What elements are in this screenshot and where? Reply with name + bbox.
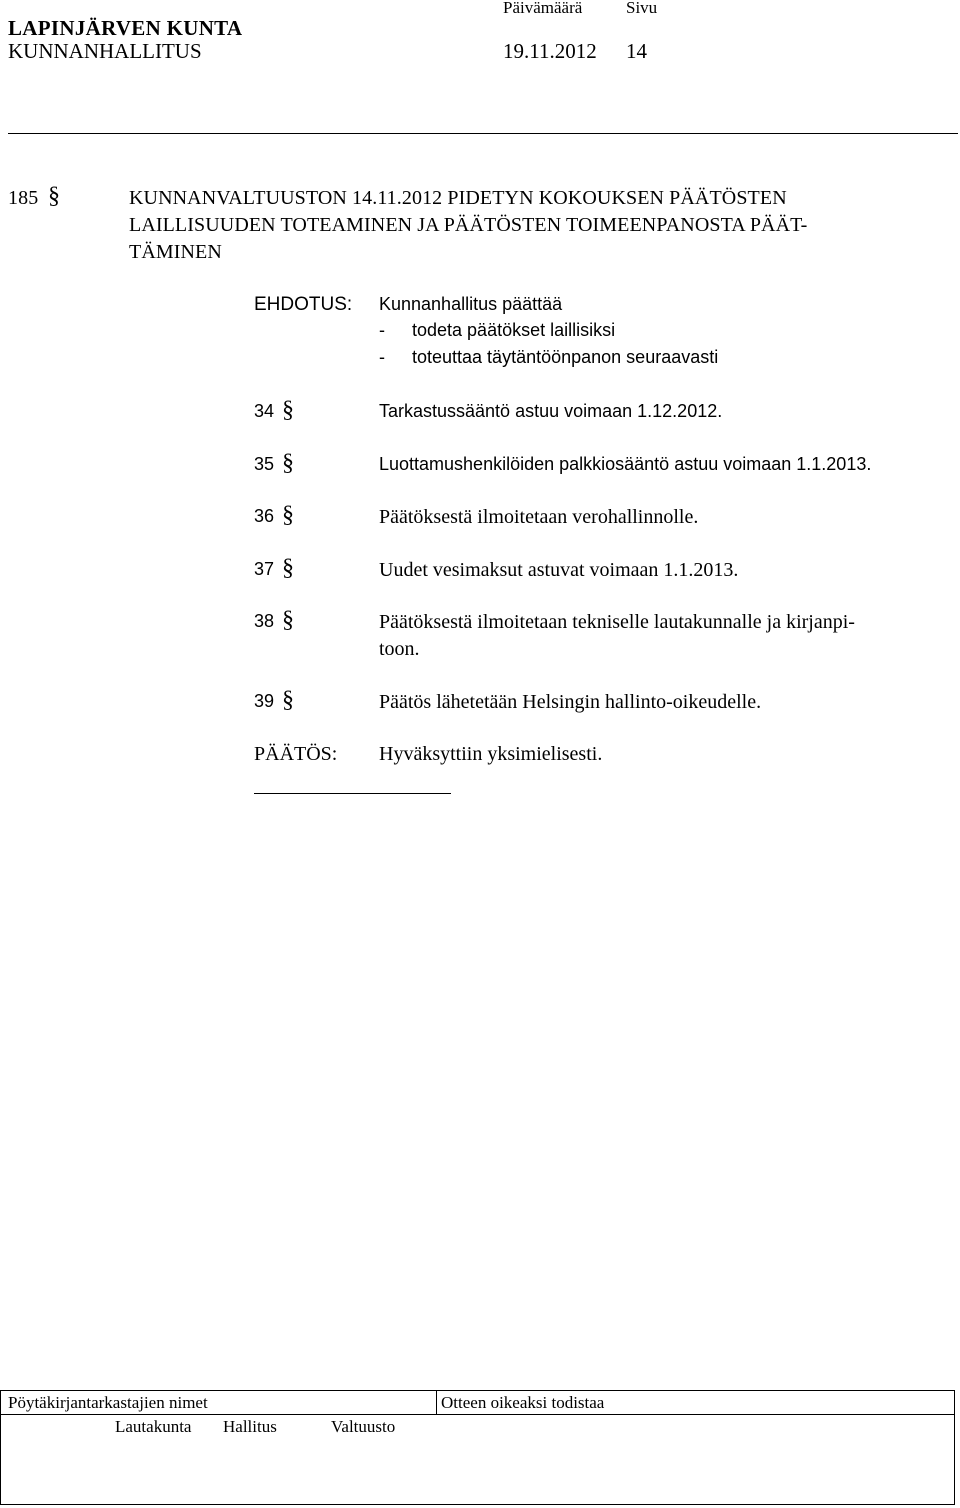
item-symbol: § [282,555,294,581]
section-title-line-1: KUNNANVALTUUSTON 14.11.2012 PIDETYN KOKOUKSEN PÄÄTÖSTEN [129,187,787,209]
footer-divider [0,1414,955,1415]
item-symbol: § [282,687,294,713]
item-number: 34 [254,401,275,421]
section-title-line-2: LAILLISUUDEN TOTEAMINEN JA PÄÄTÖSTEN TOIMEENPANOSTA PÄÄT- [129,214,808,236]
item-number: 35 [254,454,275,474]
proposal-bullet-text: todeta päätökset laillisiksi [412,320,616,340]
footer-column-valtuusto: Valtuusto [331,1417,396,1436]
item-number: 37 [254,559,275,579]
footer-divider [436,1390,437,1414]
section-symbol: § [48,183,60,209]
organization-name: LAPINJÄRVEN KUNTA [8,16,243,40]
item-symbol: § [282,502,294,528]
item-text: Päätöksestä ilmoitetaan tekniselle lautakunnalle ja kirjanpi- [379,611,855,633]
item-text: Uudet vesimaksut astuvat voimaan 1.1.2013. [379,559,739,581]
proposal-text: Kunnanhallitus päättää [379,294,563,314]
section-number: 185 [8,187,39,209]
item-symbol: § [282,397,294,423]
footer-column-lautakunta: Lautakunta [115,1417,192,1436]
page-label: Sivu [626,0,658,17]
signature-line [254,793,451,794]
item-text: Tarkastussääntö astuu voimaan 1.12.2012. [379,401,723,421]
proposal-bullet-text: toteuttaa täytäntöönpanon seuraavasti [412,347,719,367]
proposal-bullet-dash: - [379,320,385,340]
section-title-line-3: TÄMINEN [129,241,222,263]
document-date: 19.11.2012 [503,39,597,63]
item-text: Päätös lähetetään Helsingin hallinto-oikeudelle. [379,691,762,713]
item-number: 39 [254,691,275,711]
item-text: Päätöksestä ilmoitetaan verohallinnolle. [379,506,699,528]
item-symbol: § [282,607,294,633]
proposal-bullet-dash: - [379,347,385,367]
item-number: 38 [254,611,275,631]
item-number: 36 [254,506,275,526]
footer-certify-label: Otteen oikeaksi todistaa [441,1393,605,1412]
date-label: Päivämäärä [503,0,583,17]
decision-label: PÄÄTÖS: [254,743,338,765]
page-number: 14 [626,39,647,63]
footer-column-hallitus: Hallitus [223,1417,277,1436]
department-name: KUNNANHALLITUS [8,39,202,63]
proposal-label: EHDOTUS: [254,294,353,315]
item-symbol: § [282,450,294,476]
item-text-continued: toon. [379,638,420,660]
item-text: Luottamushenkilöiden palkkiosääntö astuu voimaan 1.1.2013. [379,454,872,474]
header-divider [8,133,958,134]
footer-signers-label: Pöytäkirjantarkastajien nimet [8,1393,208,1412]
decision-text: Hyväksyttiin yksimielisesti. [379,743,603,765]
